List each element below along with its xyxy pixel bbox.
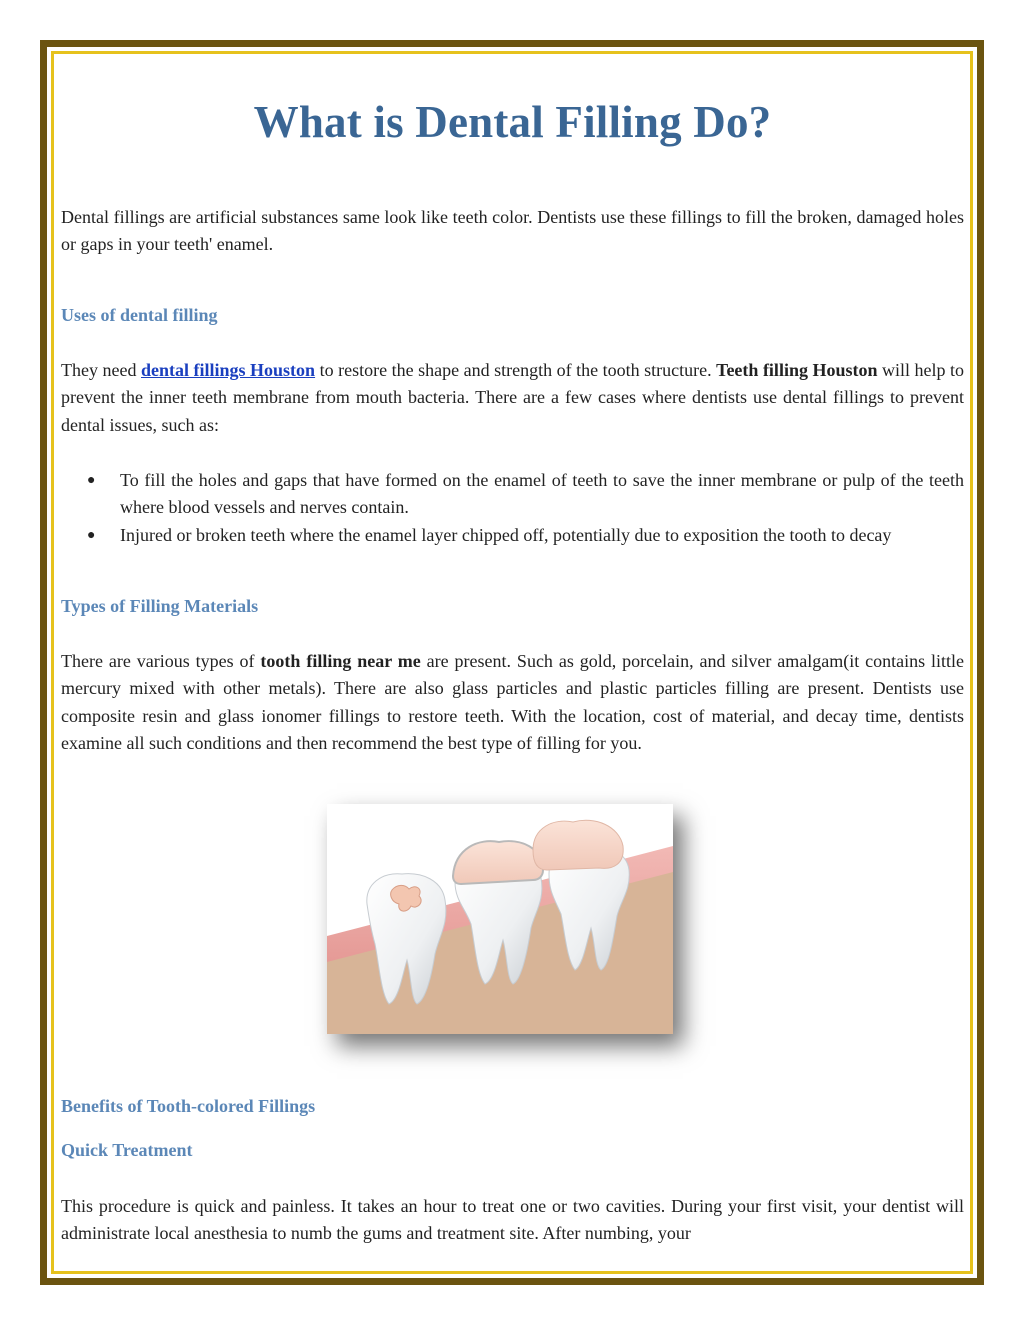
types-heading: Types of Filling Materials	[61, 596, 259, 616]
bullet-icon: ●	[87, 473, 96, 488]
uses-paragraph-block	[61, 357, 964, 439]
quick-treatment-heading: Quick Treatment	[61, 1140, 193, 1160]
benefits-paragraph-block	[61, 1193, 964, 1248]
list-item	[61, 522, 964, 549]
teeth-illustration-svg	[327, 804, 673, 1034]
page-title: What is Dental Filling Do?	[253, 97, 772, 147]
dental-fillings-houston-link[interactable]: dental fillings Houston	[141, 360, 316, 380]
list-item-text: To fill the holes and gaps that have formed on the enamel of teeth to save the inner membrane or pulp of the teeth where blood vessels and nerves contain.	[120, 470, 964, 518]
uses-text-end: will help to prevent the inner teeth membrane from mouth bacteria. There are a few cases where dentists use dental fillings to prevent dental issues, such as:	[61, 360, 965, 435]
types-text-end: are present. Such as gold, porcelain, and silver amalgam(it contains little mercury mixed with other metals). There are also glass particles and plastic particles filling are present. Dentists use composite resin and glass ionomer fillings to restore teeth. With the location, cost of material, and decay time, dentists examine all such conditions and then recommend the best type of filling for you.	[61, 651, 965, 753]
teeth-filling-houston-bold: Teeth filling Houston	[716, 360, 878, 380]
uses-paragraph	[61, 357, 964, 439]
teeth-fillings-illustration	[327, 804, 673, 1034]
list-item-text: Injured or broken teeth where the enamel layer chipped off, potentially due to exposition the tooth to decay	[120, 524, 892, 545]
intro-paragraph-block	[61, 204, 964, 259]
intro-paragraph: Dental fillings are artificial substances same look like teeth color. Dentists use these fillings to fill the broken, damaged holes or gaps in your teeth' enamel.	[61, 207, 964, 255]
tooth-filling-near-me-bold: tooth filling near me	[260, 651, 421, 671]
benefits-heading: Benefits of Tooth-colored Fillings	[61, 1096, 316, 1116]
quick-treatment-paragraph: This procedure is quick and painless. It takes an hour to treat one or two cavities. During your first visit, your dentist will administrate local anesthesia to numb the gums and treatment site. After numbing, your	[61, 1196, 964, 1244]
bullet-icon: ●	[87, 527, 96, 543]
types-paragraph	[61, 648, 964, 757]
types-text-start: There are various types of	[61, 651, 261, 671]
uses-text-start: They need	[61, 360, 141, 380]
types-paragraph-block	[61, 648, 964, 757]
uses-bullet-list-block	[61, 467, 964, 549]
uses-heading: Uses of dental filling	[61, 305, 218, 325]
uses-text-middle: to restore the shape and strength of the tooth structure.	[315, 360, 717, 380]
uses-bullet-list	[61, 467, 964, 549]
list-item	[61, 467, 964, 522]
